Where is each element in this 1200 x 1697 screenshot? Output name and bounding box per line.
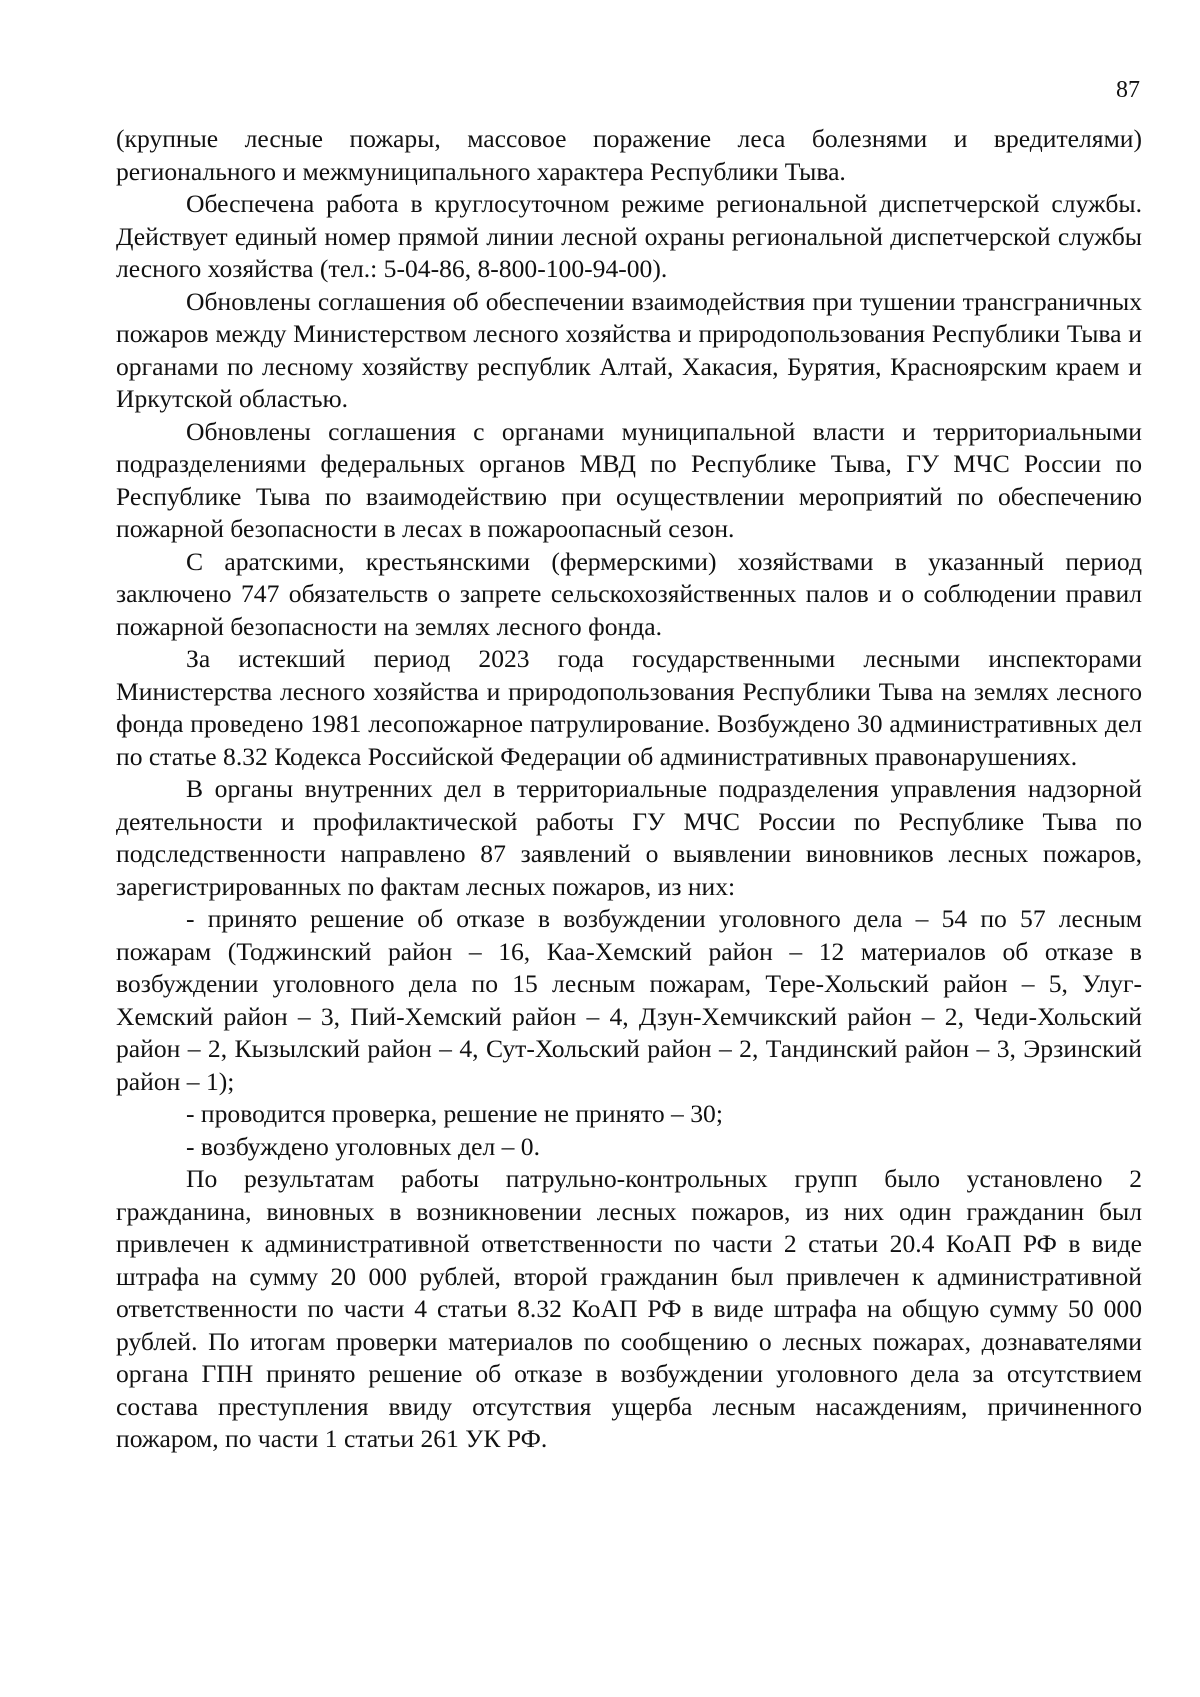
paragraph-dispatch-service: Обеспечена работа в круглосуточном режиме региональной диспетчерской службы. Действует единый номер прямой линии лесной охраны региональной диспетчерской службы лесного хозяйства (тел.: 5-04-86, 8-800-100-94-00). — [116, 189, 1142, 283]
list-item-pending-checks: - проводится проверка, решение не принято – 30; — [186, 1099, 723, 1128]
document-body — [116, 123, 1142, 1456]
list-item-refusals: - принято решение об отказе в возбуждении уголовного дела – 54 по 57 лесным пожарам (Тоджинский район – 16, Каа-Хемский район – 12 материалов об отказе в возбуждении уголовного дела по 15 лесным пожарам, Тере-Хольский район – 5, Улуг-Хемский район – 3, Пий-Хемский район – 4, Дзун-Хемчикский район – 2, Чеди-Хольский район – 2, Кызылский район – 4, Сут-Хольский район – 2, Тандинский район – 3, Эрзинский район – 1); — [116, 904, 1142, 1096]
paragraph-patrols: За истекший период 2023 года государственными лесными инспекторами Министерства лесного хозяйства и природопользования Республики Тыва на землях лесного фонда проведено 1981 лесопожарное патрулирование. Возбуждено 30 административных дел по статье 8.32 Кодекса Российской Федерации об административных правонарушениях. — [116, 644, 1142, 771]
paragraph-continuation: (крупные лесные пожары, массовое поражение леса болезнями и вредителями) регионального и межмуниципального характера Республики Тыва. — [116, 124, 1142, 186]
list-item-criminal-cases: - возбуждено уголовных дел – 0. — [186, 1131, 541, 1161]
page-number: 87 — [1116, 77, 1140, 103]
paragraph-farm-obligations: С аратскими, крестьянскими (фермерскими) хозяйствами в указанный период заключено 747 обязательств о запрете сельскохозяйственных палов и о соблюдении правил пожарной безопасности на землях лесного фонда. — [116, 546, 1142, 641]
paragraph-municipal-agreements: Обновлены соглашения с органами муниципальной власти и территориальными подразделениями федеральных органов МВД по Республике Тыва, ГУ МЧС России по Республике Тыва по взаимодействию при осуществлении мероприятий по обеспечению пожарной безопасности в лесах в пожароопасный сезон. — [116, 416, 1142, 543]
paragraph-investigations: В органы внутренних дел в территориальные подразделения управления надзорной деятельности и профилактической работы ГУ МЧС России по Республике Тыва по подследственности направлено 87 заявлений о выявлении виновников лесных пожаров, зарегистрированных по фактам лесных пожаров, из них: — [116, 774, 1142, 901]
paragraph-patrol-results: По результатам работы патрульно-контрольных групп было установлено 2 гражданина, виновных в возникновении лесных пожаров, из них один гражданин был привлечен к административной ответственности по части 2 статьи 20.4 КоАП РФ в виде штрафа на сумму 20 000 рублей, второй гражданин был привлечен к административной ответственности по части 4 статьи 8.32 КоАП РФ в виде штрафа на общую сумму 50 000 рублей. По итогам проверки материалов по сообщению о лесных пожарах, дознавателями органа ГПН принято решение об отказе в возбуждении уголовного дела за отсутствием состава преступления ввиду отсутствия ущерба лесным насаждениям, причиненного пожаром, по части 1 статьи 261 УК РФ. — [116, 1164, 1142, 1453]
paragraph-transborder-agreements: Обновлены соглашения об обеспечении взаимодействия при тушении трансграничных пожаров между Министерством лесного хозяйства и природопользования Республики Тыва и органами по лесному хозяйству республик Алтай, Хакасия, Бурятия, Красноярским краем и Иркутской областью. — [116, 286, 1142, 413]
